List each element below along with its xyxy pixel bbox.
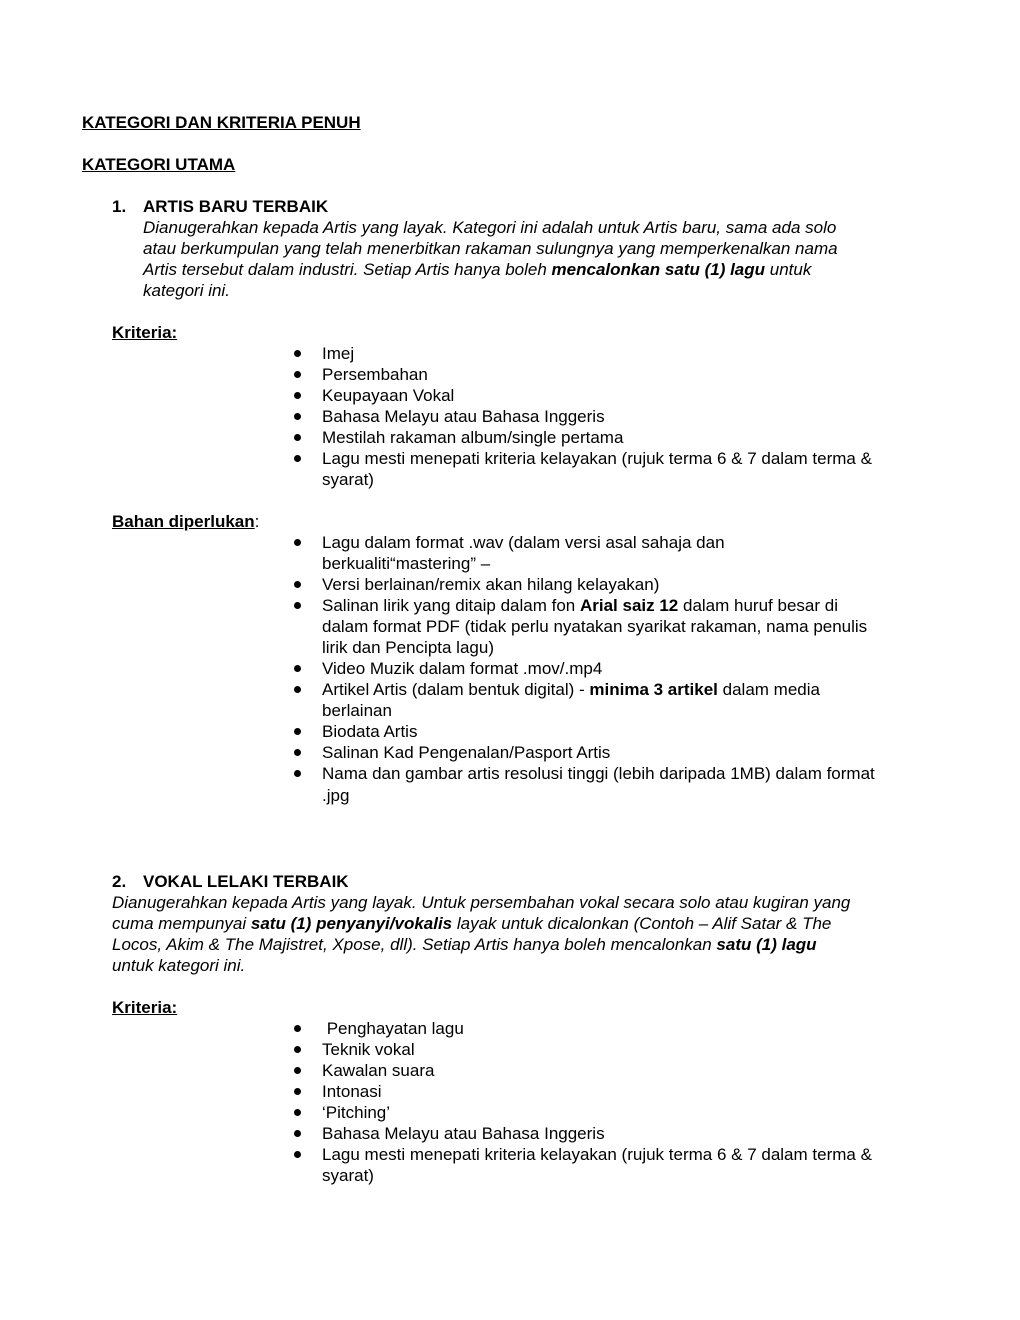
list-item xyxy=(322,679,820,700)
list-item: Penghayatan lagu xyxy=(322,1019,464,1038)
item-text: dalam media xyxy=(717,680,820,699)
bullet-icon xyxy=(294,749,301,756)
list-item-continuation: lirik dan Pencipta lagu) xyxy=(322,638,494,657)
list-item: Bahasa Melayu atau Bahasa Inggeris xyxy=(322,1124,605,1143)
bullet-icon xyxy=(294,455,301,462)
desc-text: Artis tersebut dalam industri. Setiap Artis hanya boleh xyxy=(143,260,552,279)
desc-emphasis: satu (1) penyanyi/vokalis xyxy=(250,914,453,933)
section2-description-line: Dianugerahkan kepada Artis yang layak. Untuk persembahan vokal secara solo atau kugiran yang xyxy=(112,893,851,912)
section2-description-line: untuk kategori ini. xyxy=(112,956,246,975)
materials-label-text: Bahan diperlukan xyxy=(112,512,255,531)
list-item: Bahasa Melayu atau Bahasa Inggeris xyxy=(322,407,605,426)
list-item: Video Muzik dalam format .mov/.mp4 xyxy=(322,659,603,678)
section1-description-line: kategori ini. xyxy=(143,281,230,300)
list-item-continuation: berkualiti“mastering” – xyxy=(322,554,491,573)
list-item: Lagu dalam format .wav (dalam versi asal sahaja dan xyxy=(322,533,725,552)
item-text: dalam huruf besar di xyxy=(678,596,838,615)
desc-text: untuk xyxy=(765,260,812,279)
item-text: Salinan lirik yang ditaip dalam fon xyxy=(322,596,580,615)
bullet-icon xyxy=(294,1067,301,1074)
bullet-icon xyxy=(294,392,301,399)
desc-emphasis: satu (1) lagu xyxy=(716,935,817,954)
list-item-continuation: berlainan xyxy=(322,701,392,720)
bullet-icon xyxy=(294,350,301,357)
main-category-heading: KATEGORI UTAMA xyxy=(82,155,236,174)
document-title: KATEGORI DAN KRITERIA PENUH xyxy=(82,113,361,132)
list-item: Teknik vokal xyxy=(322,1040,415,1059)
list-item: Kawalan suara xyxy=(322,1061,435,1080)
item-emphasis: minima 3 artikel xyxy=(589,680,718,699)
bullet-icon xyxy=(294,1046,301,1053)
bullet-icon xyxy=(294,728,301,735)
list-item-continuation: .jpg xyxy=(322,786,350,805)
bullet-icon xyxy=(294,539,301,546)
bullet-icon xyxy=(294,371,301,378)
list-item-continuation: syarat) xyxy=(322,470,374,489)
list-item: Keupayaan Vokal xyxy=(322,386,455,405)
item-emphasis: Arial saiz 12 xyxy=(579,596,679,615)
section2-description-line xyxy=(112,913,831,934)
section1-description-line: atau berkumpulan yang telah menerbitkan rakaman sulungnya yang memperkenalkan nama xyxy=(143,239,838,258)
list-item-continuation: syarat) xyxy=(322,1166,374,1185)
list-item: Biodata Artis xyxy=(322,722,418,741)
list-item: Mestilah rakaman album/single pertama xyxy=(322,428,624,447)
bullet-icon xyxy=(294,1130,301,1137)
bullet-icon xyxy=(294,686,301,693)
materials-label-colon: : xyxy=(254,512,260,531)
desc-text: cuma mempunyai xyxy=(112,914,251,933)
bullet-icon xyxy=(294,602,301,609)
section2-number: 2. xyxy=(112,872,127,891)
section2-criteria-label: Kriteria: xyxy=(112,998,178,1017)
bullet-icon xyxy=(294,1088,301,1095)
list-item: Salinan Kad Pengenalan/Pasport Artis xyxy=(322,743,611,762)
list-item: Lagu mesti menepati kriteria kelayakan (rujuk terma 6 & 7 dalam terma & xyxy=(322,449,872,468)
bullet-icon xyxy=(294,1109,301,1116)
section1-description-line xyxy=(143,259,811,280)
bullet-icon xyxy=(294,413,301,420)
desc-emphasis: mencalonkan satu (1) lagu xyxy=(551,260,766,279)
bullet-icon xyxy=(294,770,301,777)
list-item-continuation: dalam format PDF (tidak perlu nyatakan syarikat rakaman, nama penulis xyxy=(322,617,868,636)
bullet-icon xyxy=(294,665,301,672)
desc-text: Locos, Akim & The Majistret, Xpose, dll). Setiap Artis hanya boleh mencalonkan xyxy=(112,935,717,954)
bullet-icon xyxy=(294,434,301,441)
section1-criteria-label: Kriteria: xyxy=(112,323,178,342)
desc-text: layak untuk dicalonkan (Contoh – Alif Satar & The xyxy=(452,914,832,933)
section1-number: 1. xyxy=(112,197,127,216)
list-item: ‘Pitching’ xyxy=(322,1103,391,1122)
bullet-icon xyxy=(294,1025,301,1032)
list-item: Imej xyxy=(322,344,355,363)
list-item: Versi berlainan/remix akan hilang kelayakan) xyxy=(322,575,660,594)
list-item xyxy=(322,595,838,616)
list-item: Persembahan xyxy=(322,365,428,384)
bullet-icon xyxy=(294,581,301,588)
section1-description-line: Dianugerahkan kepada Artis yang layak. Kategori ini adalah untuk Artis baru, sama ada solo xyxy=(143,218,837,237)
section1-materials-label xyxy=(112,511,259,532)
item-text: Artikel Artis (dalam bentuk digital) - xyxy=(322,680,590,699)
list-item: Lagu mesti menepati kriteria kelayakan (rujuk terma 6 & 7 dalam terma & xyxy=(322,1145,872,1164)
bullet-icon xyxy=(294,1151,301,1158)
list-item: Nama dan gambar artis resolusi tinggi (lebih daripada 1MB) dalam format xyxy=(322,764,875,783)
section2-description-line xyxy=(112,934,817,955)
list-item: Intonasi xyxy=(322,1082,382,1101)
section2-heading: VOKAL LELAKI TERBAIK xyxy=(143,872,349,891)
section1-heading: ARTIS BARU TERBAIK xyxy=(143,197,329,216)
